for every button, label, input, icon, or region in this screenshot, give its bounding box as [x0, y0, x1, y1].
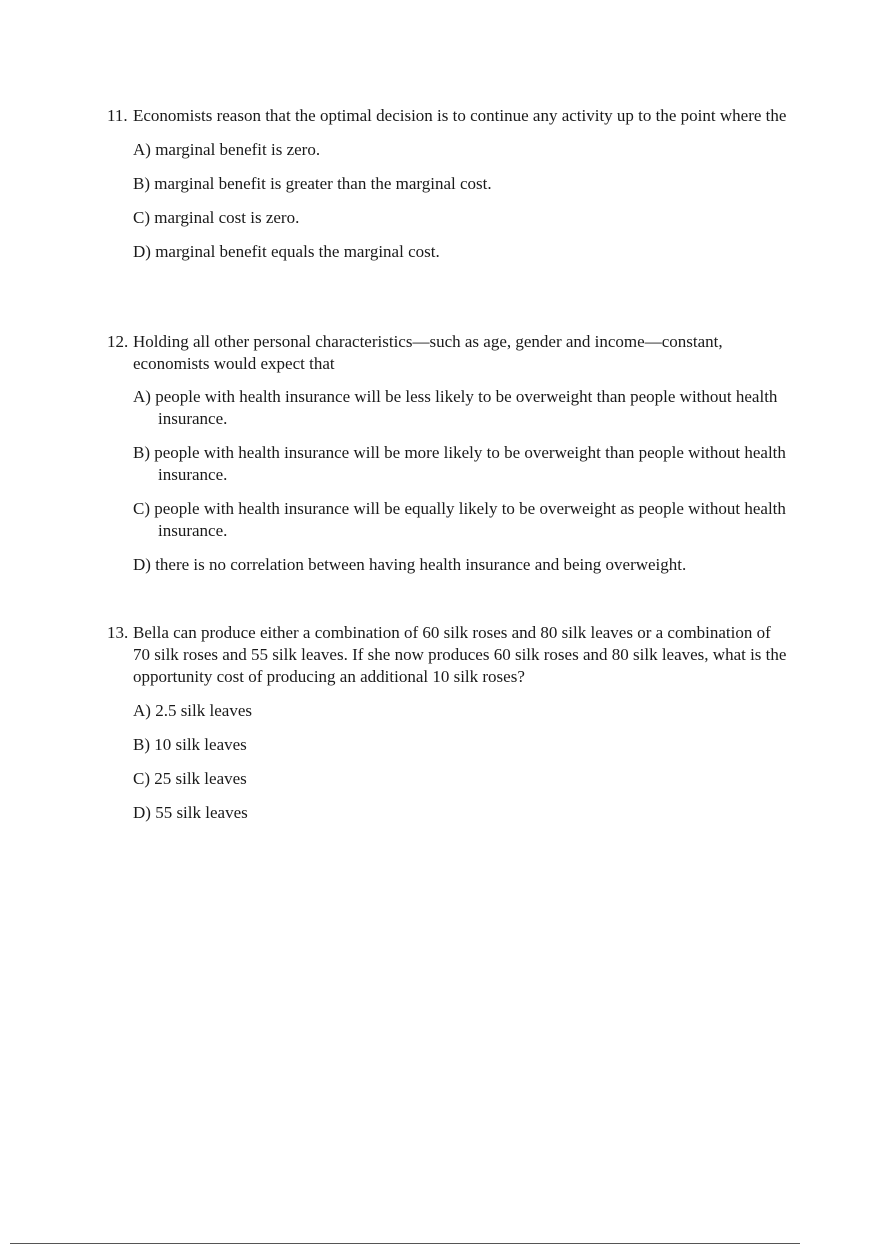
answer-option-d: D) marginal benefit equals the marginal cost. [133, 242, 440, 261]
question-number: 12. [107, 332, 129, 351]
answer-option-a: A) 2.5 silk leaves [133, 701, 252, 720]
footer-rule [10, 1243, 800, 1244]
question-12 [107, 331, 787, 588]
answer-options [107, 700, 787, 824]
answer-option-a: A) people with health insurance will be less likely to be overweight than people without health insurance. [133, 387, 778, 428]
answer-option-c: C) marginal cost is zero. [133, 208, 300, 227]
answer-options [107, 139, 787, 263]
question-11 [107, 105, 787, 275]
answer-option-b: B) marginal benefit is greater than the marginal cost. [133, 174, 492, 193]
question-13 [107, 622, 787, 836]
answer-option-d: D) there is no correlation between having health insurance and being overweight. [133, 555, 687, 574]
question-text: Holding all other personal characteristics—such as age, gender and income—constant, economists would expect that [133, 332, 723, 373]
answer-options [107, 386, 787, 576]
answer-option-c: C) people with health insurance will be equally likely to be overweight as people without health insurance. [133, 499, 786, 540]
answer-option-c: C) 25 silk leaves [133, 769, 247, 788]
answer-option-d: D) 55 silk leaves [133, 803, 248, 822]
question-number: 11. [107, 106, 128, 125]
answer-option-a: A) marginal benefit is zero. [133, 140, 321, 159]
question-text: Economists reason that the optimal decision is to continue any activity up to the point where the [133, 106, 787, 125]
answer-option-b: B) people with health insurance will be more likely to be overweight than people without health insurance. [133, 443, 786, 484]
answer-option-b: B) 10 silk leaves [133, 735, 247, 754]
question-stem [107, 105, 787, 127]
question-text: Bella can produce either a combination of 60 silk roses and 80 silk leaves or a combination of 70 silk roses and 55 silk leaves. If she now produces 60 silk roses and 80 silk leaves, what is the opportunity cost of producing an additional 10 silk roses? [133, 623, 787, 686]
question-stem [107, 622, 787, 688]
question-stem [107, 331, 787, 375]
question-number: 13. [107, 623, 129, 642]
